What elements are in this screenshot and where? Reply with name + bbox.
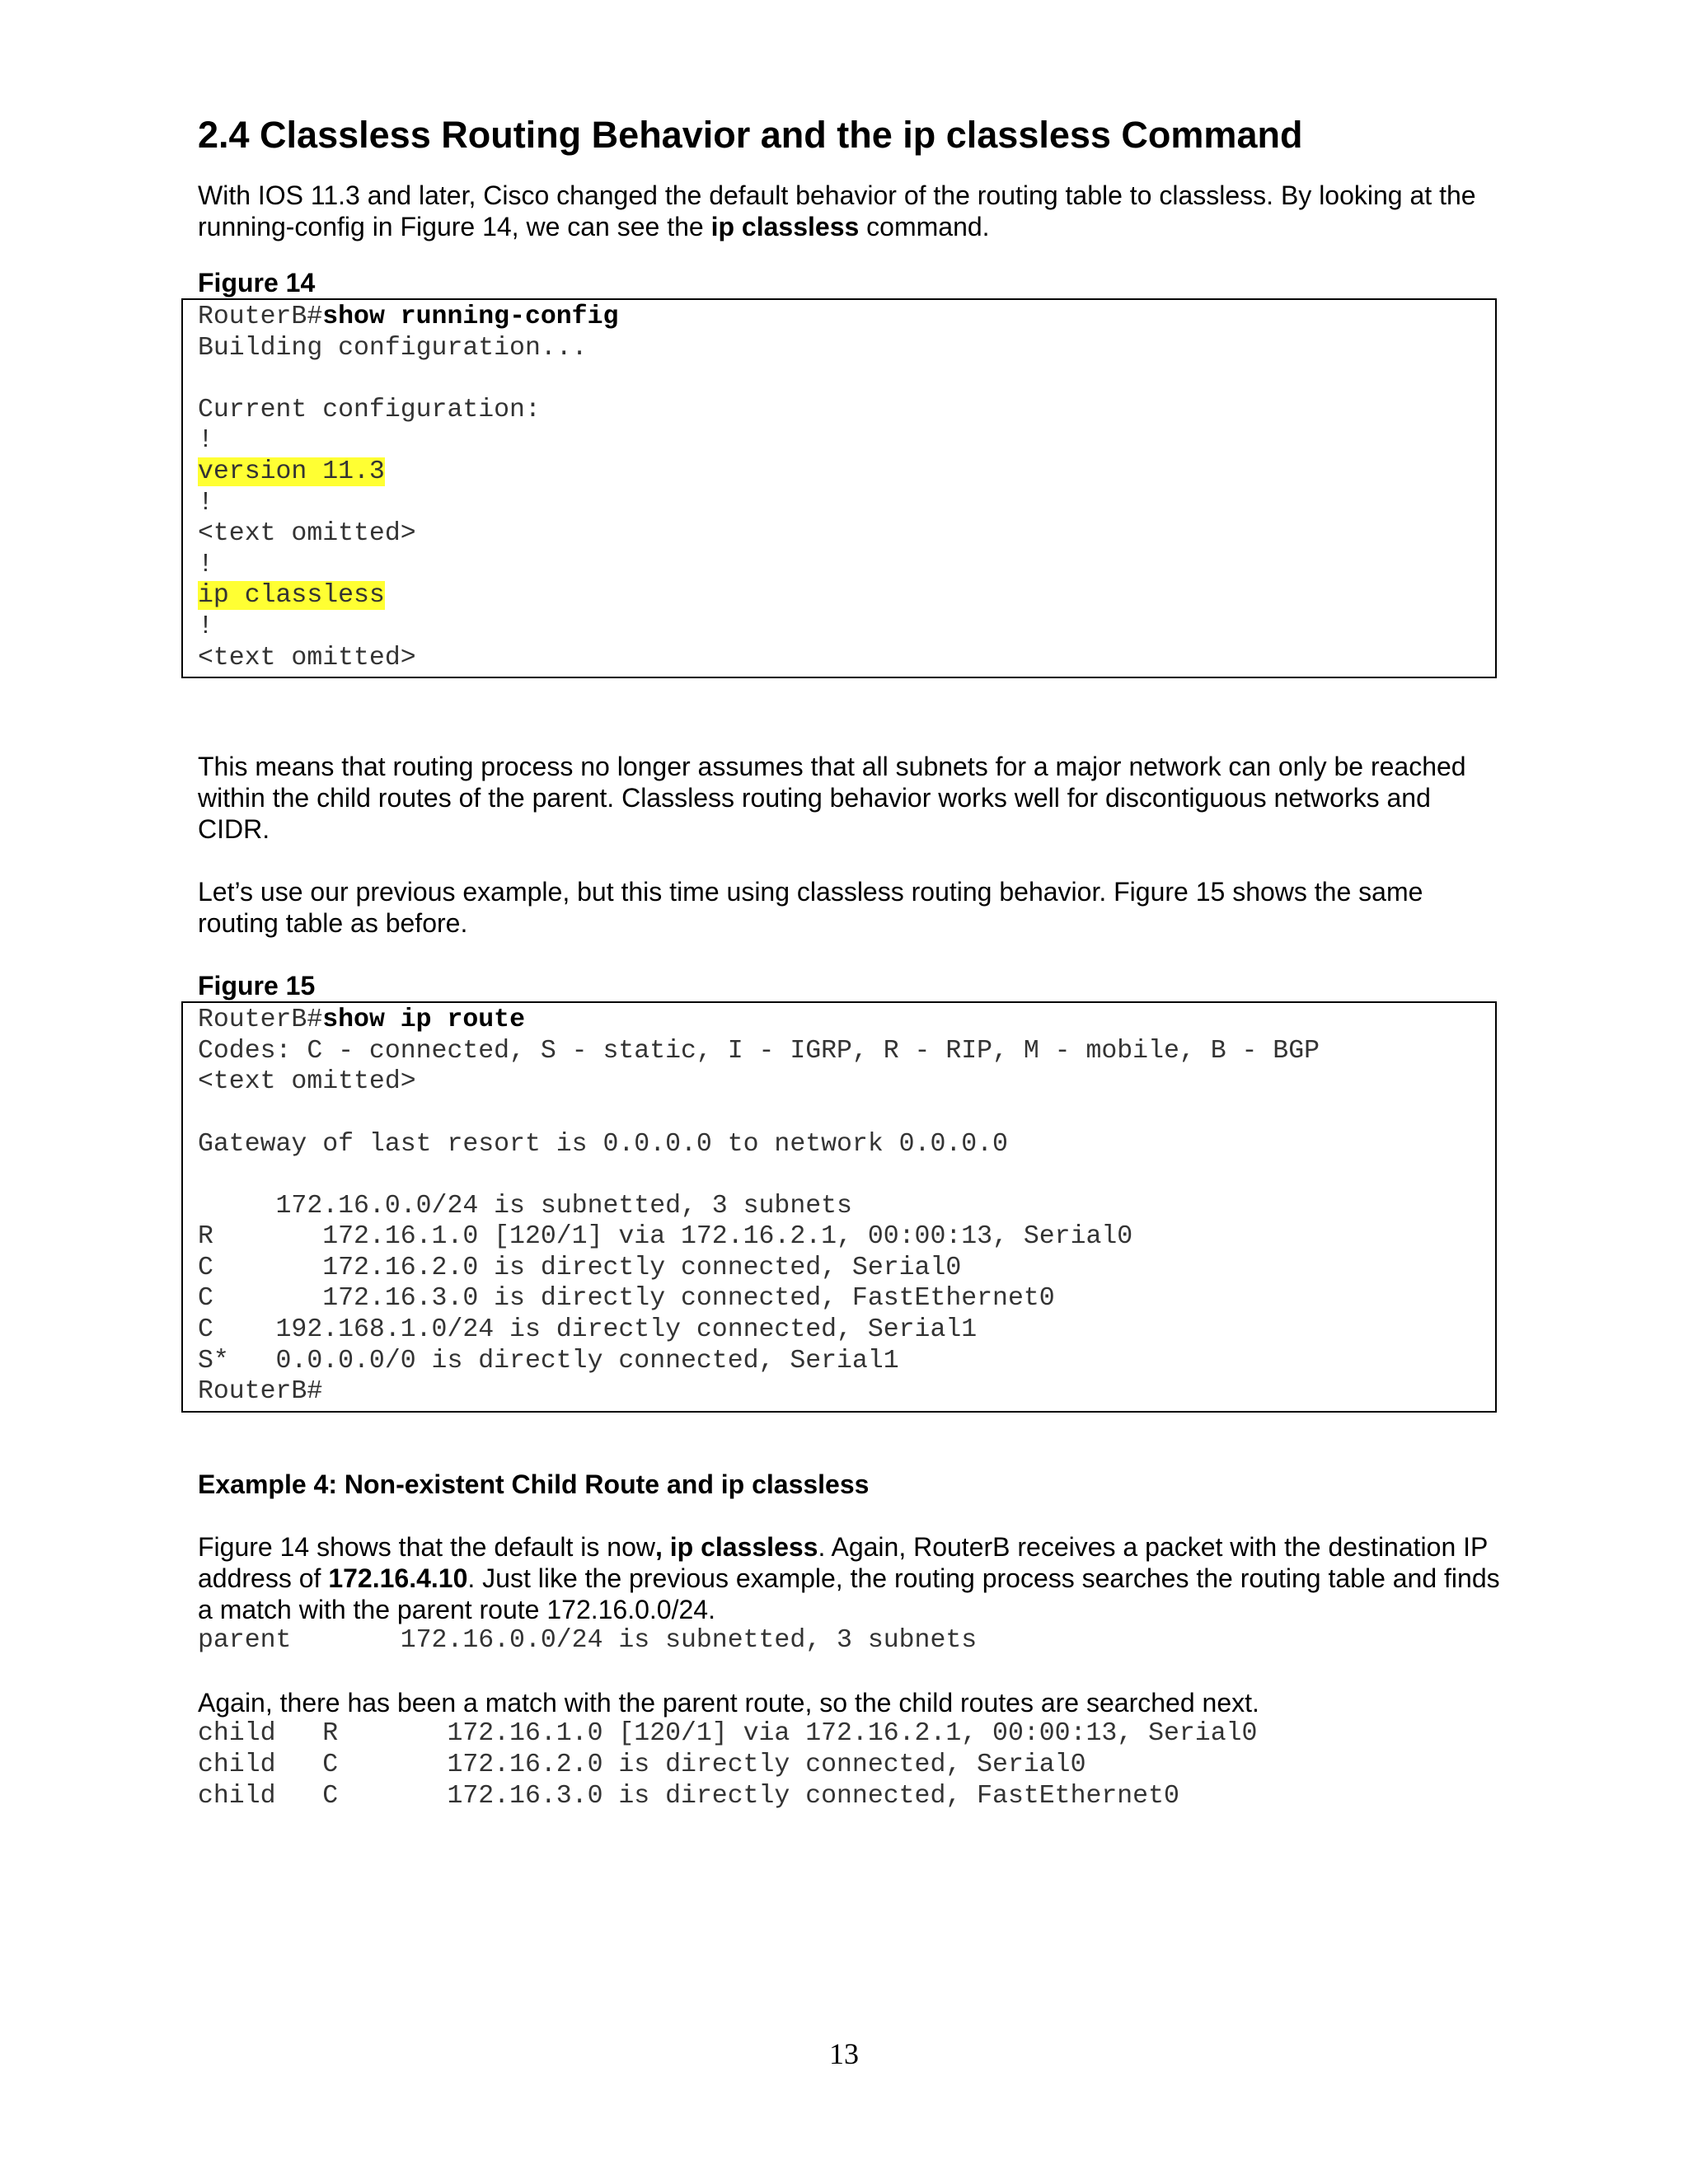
figure-15-label: Figure 15 (198, 971, 316, 1001)
child-search-paragraph: Again, there has been a match with the parent route, so the child routes are searched next. (198, 1688, 1259, 1718)
code-line: <text omitted> (198, 643, 416, 673)
code-line: R 172.16.1.0 [120/1] via 172.16.2.1, 00:00:13, Serial0 (198, 1222, 1133, 1252)
figure-15-prompt: RouterB# (198, 1005, 323, 1035)
example-4-heading: Example 4: Non-existent Child Route and ip classless (198, 1469, 870, 1499)
child-route-line: child R 172.16.1.0 [120/1] via 172.16.2.1, 00:00:13, Serial0 (198, 1719, 1258, 1749)
example-4-paragraph (198, 1531, 1508, 1625)
means-paragraph: This means that routing process no longer assumes that all subnets for a major network can only be reached within the child routes of the parent. Classless routing behavior works well for discontiguous networks and CIDR. (198, 752, 1466, 845)
code-line: ! (198, 488, 213, 518)
parent-route-line: parent 172.16.0.0/24 is subnetted, 3 subnets (198, 1625, 978, 1655)
child-route-line: child C 172.16.3.0 is directly connected, FastEthernet0 (198, 1781, 1179, 1811)
code-line: S* 0.0.0.0/0 is directly connected, Serial1 (198, 1346, 899, 1376)
intro-bold-command: ip classless (710, 212, 860, 241)
lets-paragraph: Let’s use our previous example, but this time using classless routing behavior. Figure 15 shows the same routing table as before. (198, 877, 1423, 939)
code-line: C 192.168.1.0/24 is directly connected, Serial1 (198, 1315, 978, 1345)
page-number: 13 (829, 2037, 859, 2070)
figure-14-code-box (181, 298, 1497, 678)
code-line: 172.16.0.0/24 is subnetted, 3 subnets (198, 1191, 852, 1221)
code-line-highlighted (198, 580, 1480, 612)
code-line (198, 1160, 1480, 1191)
highlight-ip-classless: ip classless (198, 581, 385, 611)
figure-14-command-line (198, 302, 1480, 333)
figure-15-command: show ip route (322, 1005, 525, 1035)
code-line: C 172.16.2.0 is directly connected, Serial0 (198, 1253, 962, 1282)
figure-14-prompt: RouterB# (198, 302, 323, 331)
code-line: Building configuration... (198, 333, 588, 363)
figure-14-command: show running-config (322, 302, 619, 331)
intro-text: With IOS 11.3 and later, Cisco changed the default behavior of the routing table to classless. By looking at the running-config in Figure 14, we can see the (198, 180, 1476, 241)
figure-15-command-line (198, 1005, 1480, 1036)
figure-15-code-box (181, 1001, 1497, 1413)
figure-14-label: Figure 14 (198, 268, 316, 298)
code-line: <text omitted> (198, 519, 416, 549)
intro-text-end: command. (859, 212, 990, 241)
code-line: Codes: C - connected, S - static, I - IGRP, R - RIP, M - mobile, B - BGP (198, 1036, 1320, 1066)
code-line: RouterB# (198, 1377, 323, 1407)
code-line: Current configuration: (198, 395, 541, 424)
code-line (198, 363, 1480, 395)
child-route-line: child C 172.16.2.0 is directly connected, Serial0 (198, 1750, 1086, 1780)
code-line: ! (198, 550, 213, 579)
highlight-version: version 11.3 (198, 457, 385, 486)
code-line: <text omitted> (198, 1067, 416, 1097)
example-text: Figure 14 shows that the default is now (198, 1531, 655, 1562)
section-title: 2.4 Classless Routing Behavior and the ip classless Command (198, 114, 1303, 156)
example-text: . Again, RouterB receives a packet with the destination IP address of (198, 1531, 1488, 1593)
code-line: C 172.16.3.0 is directly connected, FastEthernet0 (198, 1284, 1055, 1314)
code-line-highlighted (198, 457, 1480, 488)
example-bold-ip: 172.16.4.10 (328, 1563, 468, 1593)
code-line: ! (198, 612, 213, 641)
code-line: Gateway of last resort is 0.0.0.0 to network 0.0.0.0 (198, 1129, 1008, 1159)
example-bold-command: , ip classless (654, 1531, 818, 1562)
code-line (198, 1098, 1480, 1129)
example-text: . Just like the previous example, the routing process searches the routing table and finds a match with the parent route 172.16.0.0/24. (198, 1563, 1500, 1624)
code-line: ! (198, 426, 213, 456)
page-content (198, 112, 1508, 1811)
intro-paragraph (198, 180, 1508, 242)
